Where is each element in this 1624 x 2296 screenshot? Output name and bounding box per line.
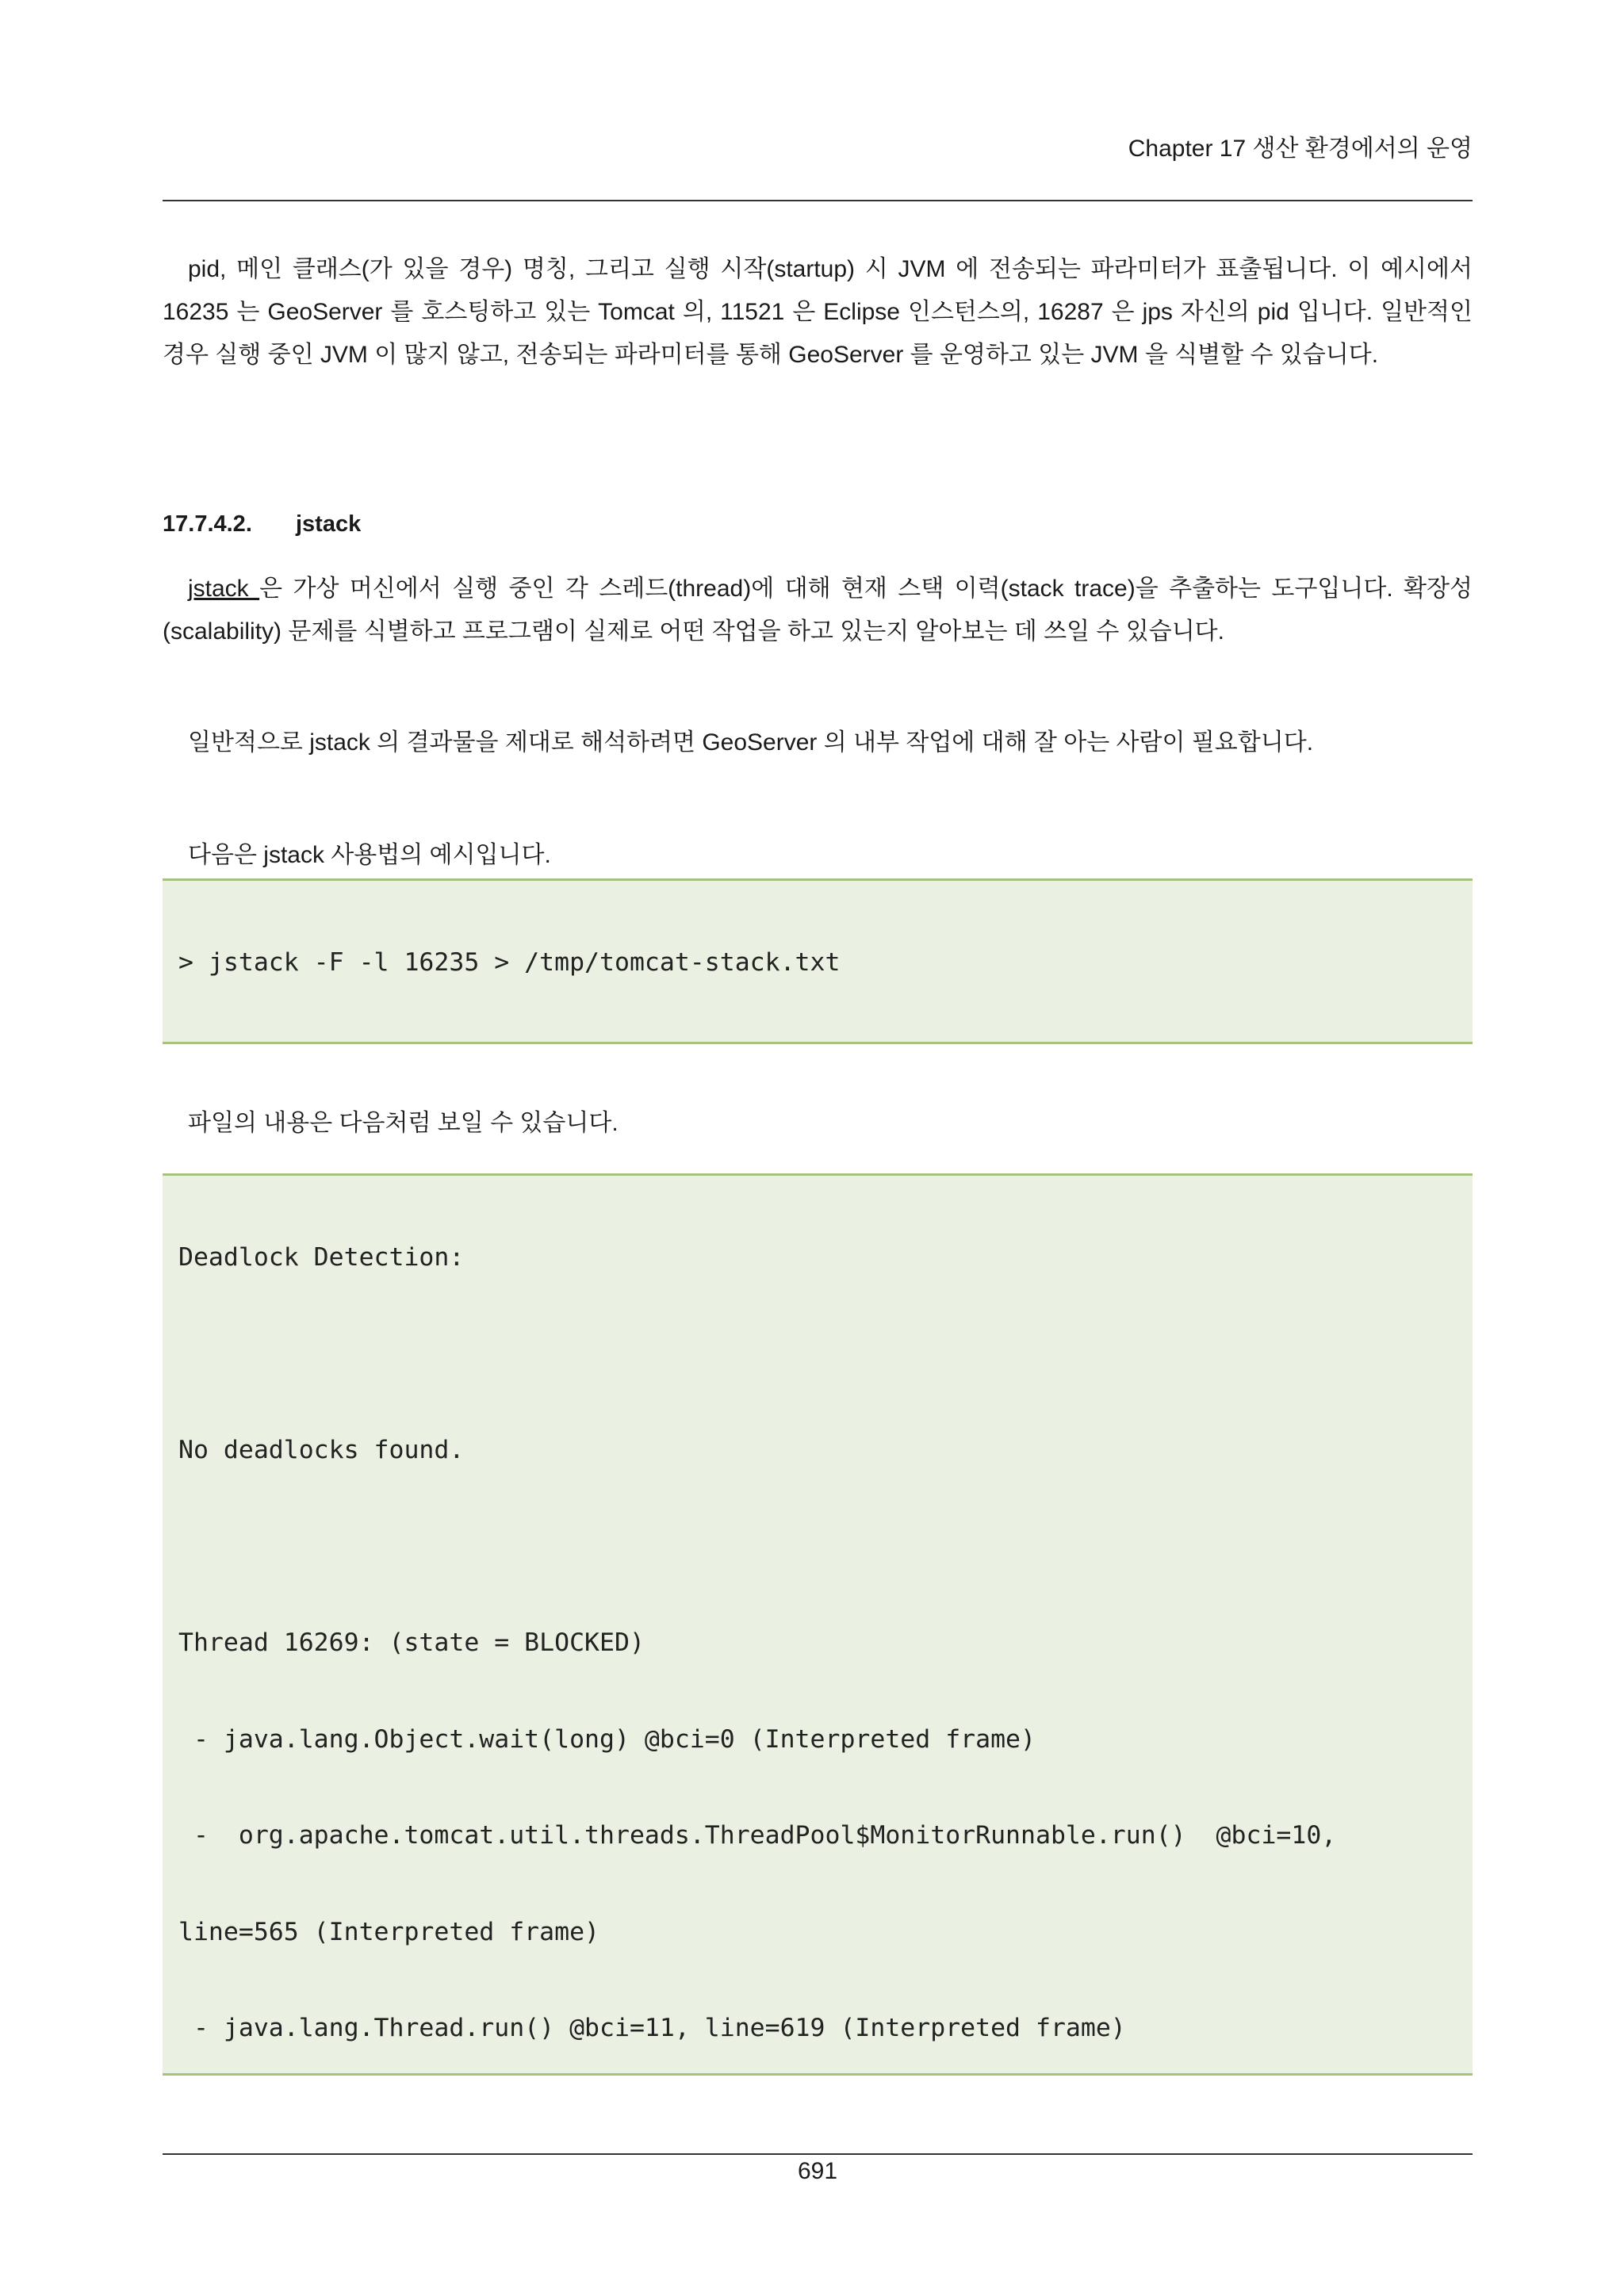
header-rule — [163, 200, 1473, 201]
section-heading — [163, 507, 1473, 541]
code-line: - java.lang.Thread.run() @bci=11, line=619 (Interpreted frame) — [178, 2014, 1126, 2042]
interpretation-paragraph — [163, 721, 1473, 764]
code-line: - org.apache.tomcat.util.threads.ThreadPool$MonitorRunnable.run() @bci=10, — [178, 1821, 1337, 1850]
code-line: > jstack -F -l 16235 > /tmp/tomcat-stack.txt — [178, 948, 841, 977]
code-line: Deadlock Detection: — [178, 1243, 465, 1272]
tool-name-link[interactable]: jstack — [188, 576, 260, 602]
intro-line: pid, 메인 클래스(가 있을 경우) 명칭, 그리고 실행 시작(startup) 시 JVM 에 전송되는 파라미터가 — [188, 256, 1206, 282]
section-number: 17.7.4.2. — [163, 511, 252, 537]
paragraph-text: 쓰일 수 있습니다. — [1044, 618, 1224, 645]
code-block-jstack-command — [163, 878, 1473, 1044]
code-line: No deadlocks found. — [178, 1436, 465, 1464]
paragraph-text: 다음은 jstack 사용법의 예시입니다. — [188, 842, 551, 868]
file-content-intro-paragraph — [163, 1102, 1473, 1145]
section-title: jstack — [296, 511, 362, 537]
code-line — [178, 1043, 1457, 1045]
paragraph-text: 일반적으로 jstack 의 결과물을 제대로 해석하려면 GeoServer 의 내부 작업에 대해 잘 아는 사람이 — [188, 729, 1185, 756]
page-number: 691 — [797, 2158, 838, 2184]
code-line — [178, 1531, 1457, 1563]
intro-paragraph — [163, 248, 1473, 377]
code-line: - java.lang.Object.wait(long) @bci=0 (Interpreted frame) — [178, 1724, 1036, 1754]
paragraph-text: 필요합니다. — [1191, 729, 1314, 756]
code-line: Thread 16269: (state = BLOCKED) — [178, 1628, 645, 1657]
paragraph-text: 파일의 내용은 다음처럼 보일 수 있습니다. — [188, 1110, 619, 1136]
paragraph-text: 도구입니다. 확장성(scalability) 문제를 식별하고 프로그램이 실제로 어떤 작업을 하고 있는지 알아보는 데 — [163, 576, 1473, 645]
intro-line: 16287 은 jps 자신의 pid 입니다. 일반적인 경우 실행 중인 JVM 이 많지 않고, 전송되는 파라미터를 통해 — [163, 299, 1473, 368]
intro-line: 표출됩니다. 이 예시에서 16235 는 GeoServer 를 호스팅하고 있는 Tomcat 의, 11521 은 Eclipse 인스턴스의, — [163, 256, 1473, 325]
running-header: Chapter 17 생산 환경에서의 운영 — [1128, 136, 1473, 162]
code-line: line=565 (Interpreted frame) — [178, 1917, 600, 1946]
code-line — [178, 1338, 1457, 1371]
usage-intro-paragraph — [163, 834, 1473, 877]
intro-line: GeoServer 를 운영하고 있는 JVM 을 식별할 수 있습니다. — [788, 342, 1379, 368]
code-block-stack-trace — [163, 1173, 1473, 2076]
jstack-description-paragraph — [163, 568, 1473, 653]
paragraph-text: 은 가상 머신에서 실행 중인 각 스레드(thread)에 대해 현재 스택 이력(stack trace)을 추출하는 — [259, 576, 1262, 602]
